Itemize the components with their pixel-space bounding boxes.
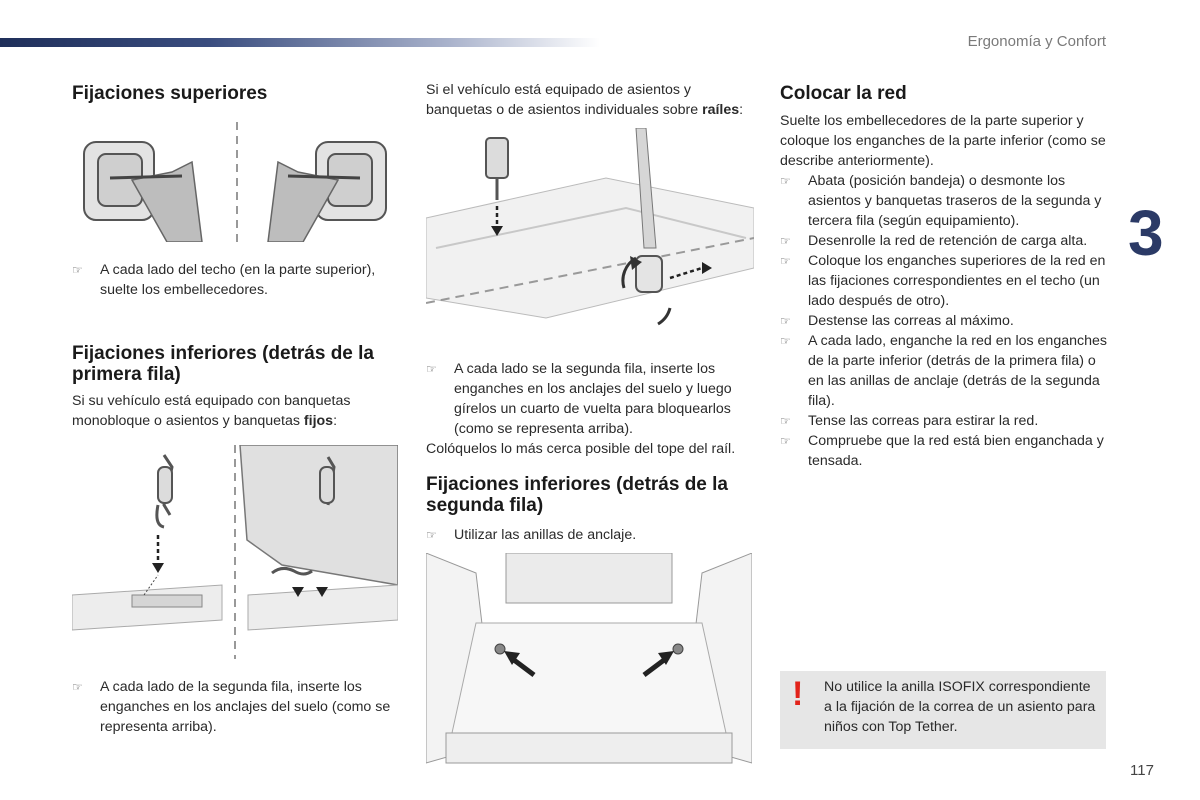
bullet-icon: ☞	[780, 174, 791, 188]
bullet-rails: ☞ A cada lado se la segunda fila, inserte los enganches en los anclajes del suelo y luego gírelos un cuarto de vuelta para bloquearlos (como se representa arriba).	[426, 361, 732, 437]
intro-rails: Si el vehículo está equipado de asientos y banquetas o de asientos individuales sobre raíles:	[426, 82, 744, 118]
warning-text: No utilice la anilla ISOFIX correspondiente a la fijación de la correa de un asiento para niños con Top Tether.	[824, 679, 1096, 735]
step-item: ☞ A cada lado, enganche la red en los enganches de la parte inferior (detrás de la primera fila) o en las anillas de anclaje (detrás de la segunda fila).	[780, 333, 1107, 409]
section-title: Ergonomía y Confort	[967, 33, 1106, 50]
step-item: ☞ Destense las correas al máximo.	[780, 313, 1014, 329]
bullet-icon: ☞	[780, 234, 791, 248]
bullet-icon: ☞	[780, 334, 791, 348]
warning-box	[780, 671, 1106, 749]
column-1	[72, 80, 402, 737]
steps-list	[780, 171, 1110, 471]
page-number: 117	[1130, 762, 1154, 779]
step-item: ☞ Abata (posición bandeja) o desmonte los asientos y banquetas traseros de la segunda y tercera fila (según equipamiento).	[780, 173, 1102, 229]
intro-install-net: Suelte los embellecedores de la parte superior y coloque los enganches de la parte inferior (como se describe anteriormente).	[780, 113, 1106, 169]
column-2	[426, 80, 754, 771]
step-item: ☞ Compruebe que la red está bien enganchada y tensada.	[780, 433, 1104, 469]
bullet-icon: ☞	[72, 680, 83, 694]
bullet-icon: ☞	[780, 414, 791, 428]
figure-upper-fixings	[72, 122, 398, 242]
note-rails: Colóquelos lo más cerca posible del tope del raíl.	[426, 441, 736, 457]
heading-install-net: Colocar la red	[780, 83, 907, 104]
bullet-second-row: ☞ Utilizar las anillas de anclaje.	[426, 527, 637, 543]
step-item: ☞ Tense las correas para estirar la red.	[780, 413, 1039, 429]
bullet-icon: ☞	[72, 263, 83, 277]
chapter-number: 3	[1128, 197, 1164, 269]
bullet-upper-fixings: ☞ A cada lado del techo (en la parte superior), suelte los embellecedores.	[72, 262, 376, 298]
bullet-icon: ☞	[426, 362, 437, 376]
column-3	[780, 80, 1110, 471]
figure-cargo-area	[426, 553, 752, 771]
figure-lower-fixings-first-row	[72, 445, 398, 659]
bullet-icon: ☞	[780, 434, 791, 448]
bullet-icon: ☞	[780, 314, 791, 328]
heading-lower-fixings-first-row: Fijaciones inferiores (detrás de la primera fila)	[72, 343, 374, 385]
warning-icon: !	[792, 675, 804, 713]
step-item: ☞ Coloque los enganches superiores de la red en las fijaciones correspondientes en el techo (un lado después de otro).	[780, 253, 1106, 309]
figure-rails	[426, 128, 754, 348]
intro-first-row: Si su vehículo está equipado con banquetas monobloque o asientos y banquetas fijos:	[72, 393, 351, 429]
step-item: ☞ Desenrolle la red de retención de carga alta.	[780, 233, 1088, 249]
bullet-lower-fixings-first-row: ☞ A cada lado de la segunda fila, inserte los enganches en los anclajes del suelo (como se representa arriba).	[72, 679, 391, 735]
bullet-icon: ☞	[426, 528, 437, 542]
bullet-icon: ☞	[780, 254, 791, 268]
heading-upper-fixings: Fijaciones superiores	[72, 83, 268, 104]
heading-lower-fixings-second-row: Fijaciones inferiores (detrás de la segunda fila)	[426, 474, 728, 516]
